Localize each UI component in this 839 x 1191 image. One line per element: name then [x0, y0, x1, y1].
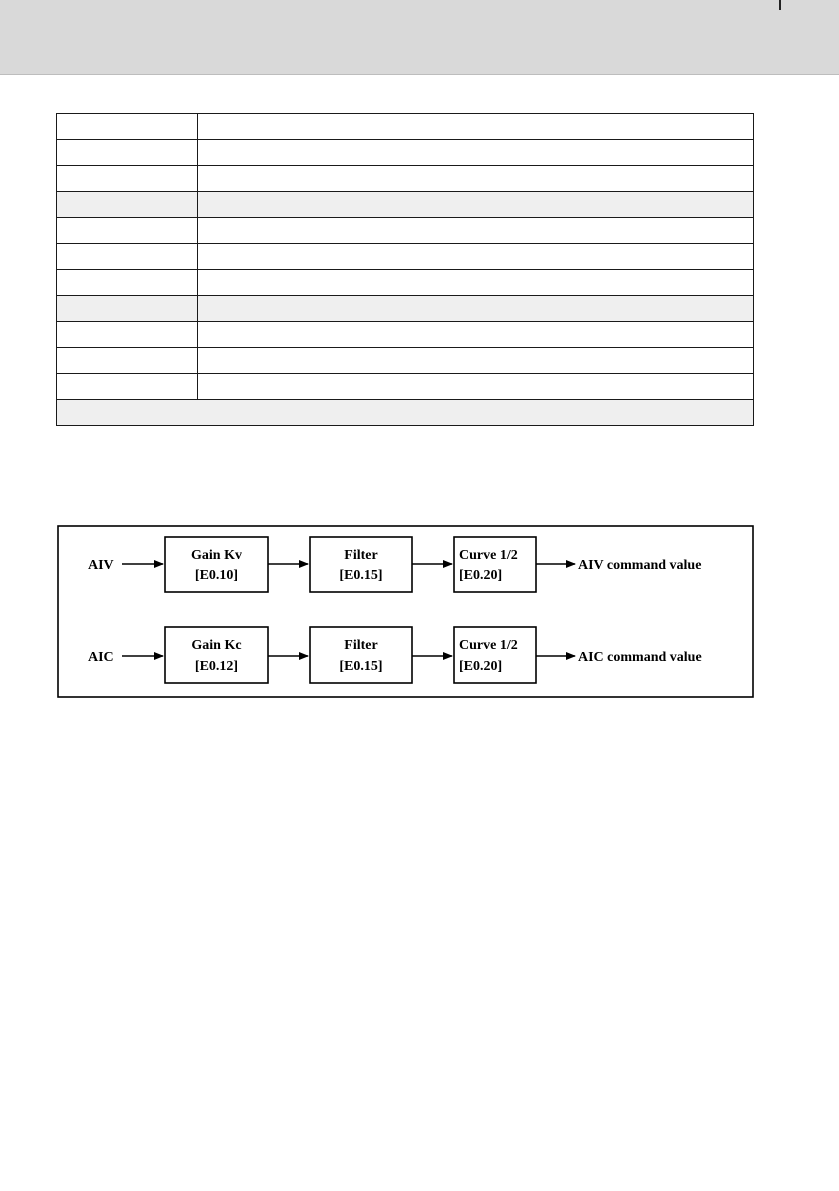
desc-cell: [198, 114, 754, 140]
page-corner-mark: [779, 0, 781, 10]
desc-cell: [198, 270, 754, 296]
desc-cell: [198, 140, 754, 166]
aiv-input-label: AIV: [88, 558, 114, 573]
aiv-output-label: AIV command value: [578, 558, 702, 573]
table-row: [57, 270, 754, 296]
filter-title-aiv: Filter: [344, 548, 378, 563]
page-header-band: [0, 0, 839, 74]
param-cell: [57, 348, 198, 374]
filter-code-aiv: [E0.15]: [339, 568, 383, 583]
filter-title-aic: Filter: [344, 638, 378, 653]
desc-cell: [198, 166, 754, 192]
table-footer-row: [57, 400, 754, 426]
aic-output-label: AIC command value: [578, 650, 702, 665]
table-row-shaded: [57, 296, 754, 322]
table-row: [57, 244, 754, 270]
desc-cell: [198, 348, 754, 374]
gain-kc-title: Gain Kc: [191, 638, 242, 653]
table-row: [57, 140, 754, 166]
desc-cell: [198, 296, 754, 322]
curve-block-aic: [454, 627, 536, 683]
desc-cell: [198, 218, 754, 244]
desc-cell: [198, 244, 754, 270]
gain-kv-block: [165, 537, 268, 592]
table-row: [57, 114, 754, 140]
table-row: [57, 218, 754, 244]
gain-kc-block: [165, 627, 268, 683]
param-cell: [57, 296, 198, 322]
param-cell: [57, 192, 198, 218]
desc-cell: [198, 322, 754, 348]
table-row-shaded: [57, 192, 754, 218]
curve-title-aiv: Curve 1/2: [459, 548, 518, 563]
curve-code-aic: [E0.20]: [459, 659, 503, 674]
gain-kv-code: [E0.10]: [194, 568, 239, 583]
param-cell: [57, 140, 198, 166]
param-cell: [57, 374, 198, 400]
param-cell: [57, 270, 198, 296]
desc-cell: [198, 192, 754, 218]
param-cell: [57, 114, 198, 140]
param-cell: [57, 322, 198, 348]
curve-code-aiv: [E0.20]: [459, 568, 503, 583]
desc-cell: [198, 374, 754, 400]
parameter-table: [56, 113, 754, 426]
filter-block-aic: [310, 627, 412, 683]
table-row: [57, 322, 754, 348]
table-row: [57, 348, 754, 374]
gain-kc-code: [E0.12]: [194, 659, 239, 674]
filter-code-aic: [E0.15]: [339, 659, 383, 674]
curve-block-aiv: [454, 537, 536, 592]
table-row: [57, 374, 754, 400]
param-cell: [57, 244, 198, 270]
table-row: [57, 166, 754, 192]
param-cell: [57, 166, 198, 192]
filter-block-aiv: [310, 537, 412, 592]
analog-input-flow-diagram: [57, 525, 754, 699]
gain-kv-title: Gain Kv: [191, 548, 242, 563]
header-divider: [0, 74, 839, 75]
aic-input-label: AIC: [88, 650, 114, 665]
table-footer-cell: [57, 400, 754, 426]
param-cell: [57, 218, 198, 244]
curve-title-aic: Curve 1/2: [459, 638, 518, 653]
